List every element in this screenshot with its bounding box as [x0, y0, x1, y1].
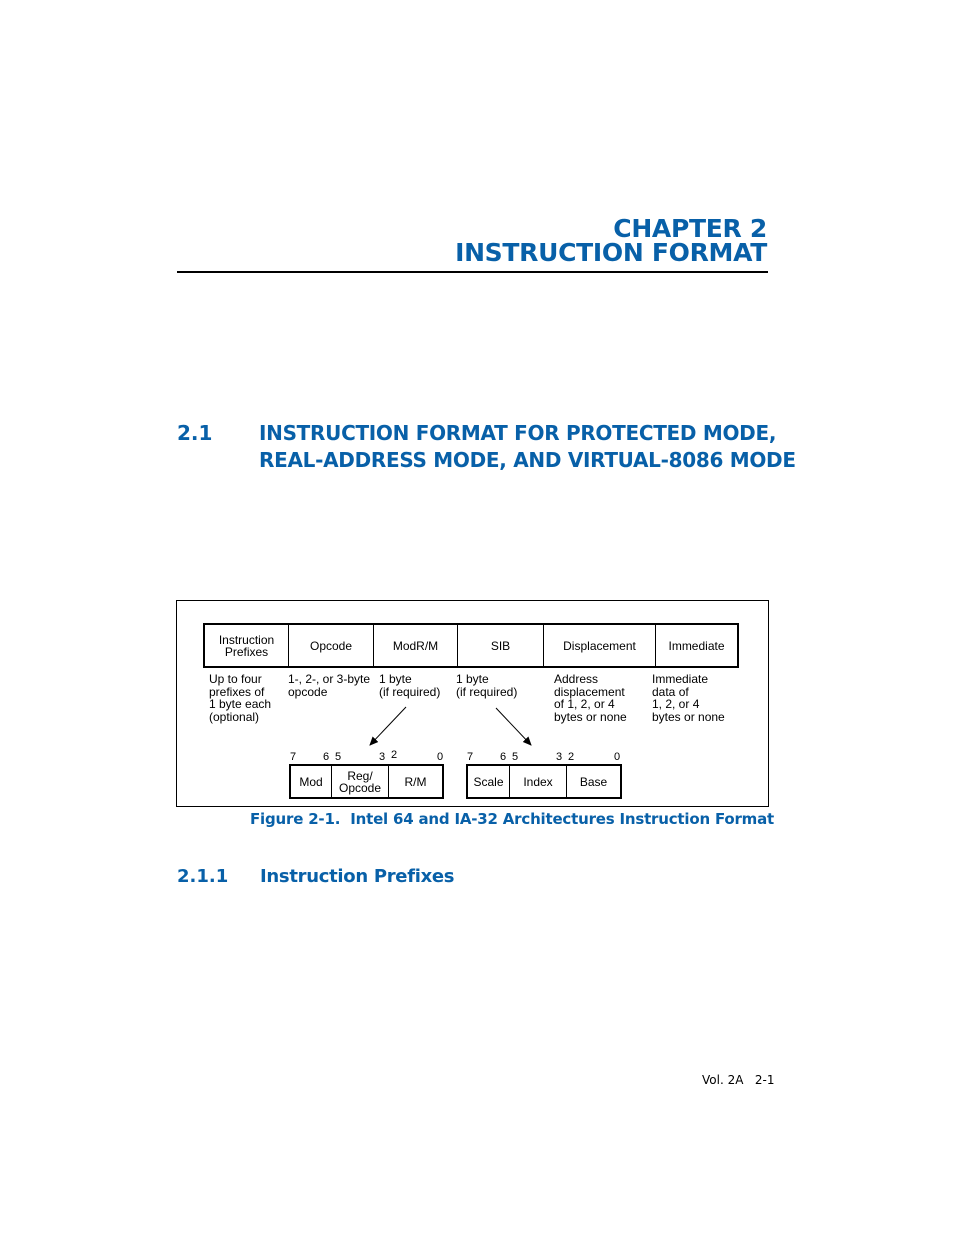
sib-bit-label: 7 [467, 751, 474, 763]
field-description: Up to four prefixes of 1 byte each (optional) [209, 672, 272, 724]
modrm-field-mod [291, 766, 332, 797]
field-instruction-prefixes [205, 625, 289, 666]
modrm-bit-label: 0 [437, 751, 444, 763]
sib-field-index [510, 766, 567, 797]
field-label: Immediate [668, 638, 725, 653]
sib-bit-label: 0 [614, 751, 621, 763]
field-label: ModR/M [392, 638, 439, 653]
field-label: SIB [490, 638, 511, 653]
field-label: Opcode [309, 638, 353, 653]
modrm-field-reg-opcode [332, 766, 389, 797]
field-label: Base [579, 774, 608, 789]
modrm-bit-label: 7 [290, 751, 297, 763]
chapter-rule [177, 271, 768, 273]
field-sib [458, 625, 544, 666]
chapter-label: CHAPTER 2 [613, 214, 767, 243]
sib-byte-row [466, 764, 622, 799]
field-label: Instruction [218, 632, 275, 647]
modrm-byte-row [289, 764, 444, 799]
subsection-number: 2.1.1 [177, 866, 229, 887]
field-description: 1-, 2-, or 3-byte opcode [288, 672, 371, 699]
sib-arrow [496, 708, 531, 745]
expansion-arrows [360, 700, 560, 752]
sib-field-scale [468, 766, 510, 797]
field-description: Immediate data of 1, 2, or 4 bytes or none [652, 672, 725, 724]
section-number: 2.1 [177, 421, 213, 445]
field-description: 1 byte (if required) [456, 672, 518, 699]
modrm-bit-label: 5 [335, 751, 342, 763]
modrm-arrow [370, 707, 406, 745]
field-description: 1 byte (if required) [379, 672, 441, 699]
field-label: Displacement [563, 638, 636, 653]
field-displacement [544, 625, 656, 666]
field-label: Scale [473, 774, 504, 789]
figure-caption: Figure 2-1. Intel 64 and IA-32 Architectures Instruction Format [250, 810, 775, 828]
field-immediate [656, 625, 737, 666]
field-label: R/M [404, 774, 427, 789]
section-title-line2: REAL-ADDRESS MODE, AND VIRTUAL-8086 MODE [259, 448, 796, 472]
field-opcode [289, 625, 374, 666]
modrm-bit-label: 6 [323, 751, 330, 763]
chapter-title: INSTRUCTION FORMAT [455, 238, 767, 267]
field-label: Mod [299, 774, 323, 789]
field-description: Address displacement of 1, 2, or 4 bytes or none [554, 672, 627, 724]
section-title-line1: INSTRUCTION FORMAT FOR PROTECTED MODE, [259, 421, 777, 445]
field-label: Index [523, 774, 553, 789]
field-label: Reg/ [347, 768, 373, 783]
modrm-field-rm [389, 766, 442, 797]
sib-bit-label: 5 [512, 751, 519, 763]
field-label: Opcode [338, 780, 382, 795]
modrm-bit-label: 2 [391, 749, 398, 761]
field-modrm [374, 625, 458, 666]
sib-field-base [567, 766, 620, 797]
modrm-bit-label: 3 [379, 751, 386, 763]
field-label: Prefixes [224, 644, 269, 659]
instruction-fields-row [203, 623, 739, 668]
sib-bit-label: 2 [568, 751, 575, 763]
sib-bit-label: 3 [556, 751, 563, 763]
page-number: Vol. 2A 2-1 [702, 1073, 775, 1087]
sib-bit-label: 6 [500, 751, 507, 763]
subsection-title: Instruction Prefixes [260, 866, 455, 887]
